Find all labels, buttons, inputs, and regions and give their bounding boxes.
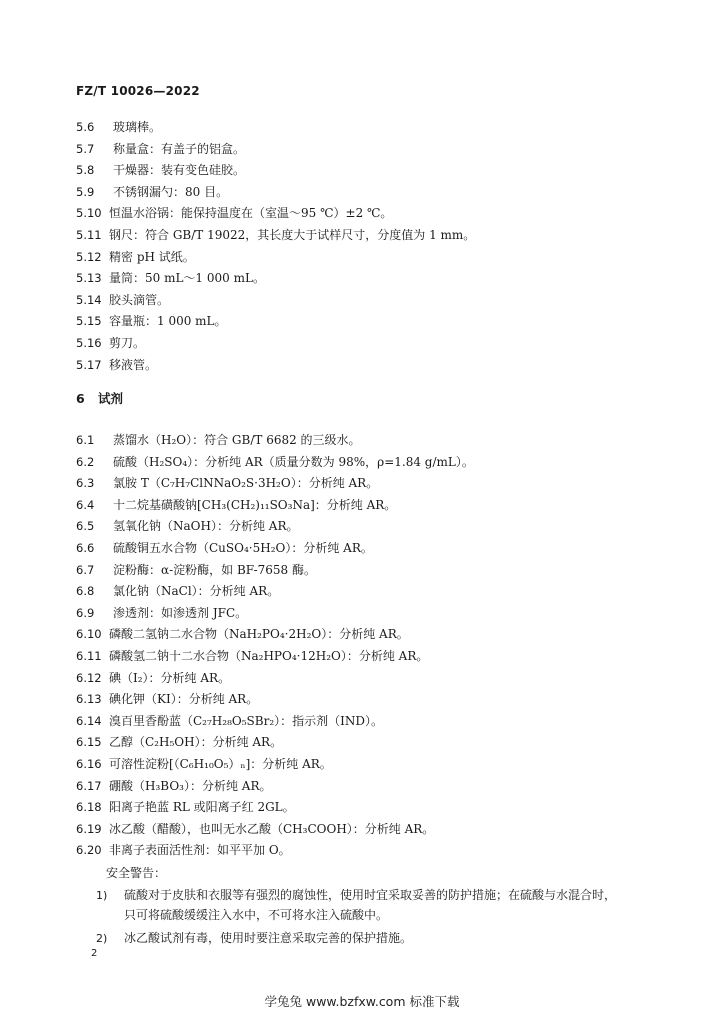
item-number: 5.12: [76, 249, 102, 264]
list-item: [76, 161, 245, 178]
item-text: 硫酸（H₂SO₄）：分析纯 AR（质量分数为 98%，ρ=1.84 g/mL）。: [113, 454, 474, 469]
list-item: [76, 798, 295, 815]
item-number: 6.3: [76, 476, 95, 491]
item-text: 渗透剂：如渗透剂 JFC。: [113, 605, 248, 620]
item-text: 干燥器：装有变色硅胶。: [113, 163, 246, 178]
item-text: 淀粉酶：α-淀粉酶，如 BF-7658 酶。: [113, 562, 316, 577]
item-number: 6.18: [76, 800, 102, 815]
list-item: [76, 496, 396, 513]
safety-warning-title: 安全警告：: [106, 866, 167, 880]
item-text: 量筒：50 mL～1 000 mL。: [109, 271, 265, 286]
item-number: 5.6: [76, 120, 95, 134]
list-item: [76, 820, 434, 837]
list-item: [76, 647, 428, 664]
item-number: 6.11: [76, 649, 102, 663]
list-item: [76, 604, 247, 621]
item-text: 可溶性淀粉[（C₆H₁₀O₅）ₙ]：分析纯 AR。: [109, 757, 332, 771]
section-heading-reagents: [76, 389, 123, 407]
item-number: 6.19: [76, 821, 102, 836]
warning-number: 2): [96, 932, 108, 945]
list-item: [76, 625, 409, 642]
item-number: 6.6: [76, 541, 95, 555]
item-text: 移液管。: [109, 357, 158, 372]
warning-number: 1): [96, 889, 108, 902]
item-text: 称量盒：有盖子的铝盒。: [113, 141, 246, 156]
item-number: 5.8: [76, 163, 95, 178]
item-number: 6.8: [76, 584, 95, 599]
list-item: [76, 474, 378, 491]
list-item: [76, 582, 279, 599]
item-text: 碘（I₂）：分析纯 AR。: [109, 670, 231, 685]
page-number: 2: [91, 948, 98, 959]
list-item: [76, 334, 145, 351]
list-item: [76, 777, 271, 794]
item-text: 阳离子艳蓝 RL 或阳离子红 2GL。: [109, 800, 295, 815]
item-text: 溴百里香酚蓝（C₂₇H₂₈O₅SBr₂）：指示剂（IND）。: [109, 713, 383, 728]
item-text: 胶头滴管。: [109, 292, 170, 307]
item-text: 非离子表面活性剂：如平平加 O。: [109, 843, 291, 858]
item-text: 精密 pH 试纸。: [109, 249, 195, 264]
item-number: 5.10: [76, 206, 102, 221]
list-item: [76, 204, 392, 221]
list-item: [76, 539, 373, 556]
item-number: 6.16: [76, 757, 102, 771]
item-text: 碘化钾（KI）：分析纯 AR。: [109, 692, 259, 707]
item-number: 6.15: [76, 735, 102, 750]
item-number: 5.13: [76, 271, 102, 286]
item-text: 蒸馏水（H₂O）：符合 GB/T 6682 的三级水。: [113, 433, 361, 447]
section-number: 6: [76, 391, 85, 406]
section-title: 试剂: [98, 391, 124, 406]
item-number: 5.9: [76, 184, 95, 199]
item-text: 十二烷基磺酸钠[CH₃(CH₂)₁₁SO₃Na]：分析纯 AR。: [113, 497, 397, 512]
item-number: 6.1: [76, 433, 95, 447]
list-item: [76, 517, 298, 534]
list-item: [76, 226, 475, 243]
list-item: [76, 140, 245, 157]
item-text: 玻璃棒。: [113, 120, 162, 134]
item-number: 6.5: [76, 519, 95, 534]
item-text: 硼酸（H₃BO₃）：分析纯 AR。: [109, 778, 272, 793]
list-item: [76, 356, 157, 373]
warning-text-continued: 只可将硫酸缓缓注入水中，不可将水注入硫酸中。: [124, 908, 389, 922]
warning-text: 硫酸对于皮肤和衣服等有强烈的腐蚀性，使用时宜采取妥善的防护措施；在硫酸与水混合时，: [124, 888, 617, 902]
list-item: [76, 561, 316, 578]
list-item: [76, 841, 291, 858]
item-text: 氯胺 T（C₇H₇ClNNaO₂S·3H₂O）：分析纯 AR。: [113, 476, 379, 491]
item-text: 恒温水浴锅：能保持温度在（室温～95 ℃）±2 ℃。: [109, 206, 393, 221]
item-number: 6.13: [76, 692, 102, 707]
footer-watermark: 学兔兔 www.bzfxw.com 标准下载: [264, 994, 460, 1009]
item-text: 容量瓶：1 000 mL。: [109, 314, 227, 329]
item-text: 乙醇（C₂H₅OH）：分析纯 AR。: [109, 735, 283, 750]
item-text: 磷酸二氢钠二水合物（NaH₂PO₄·2H₂O）：分析纯 AR。: [109, 627, 409, 642]
item-text: 磷酸氢二钠十二水合物（Na₂HPO₄·12H₂O）：分析纯 AR。: [109, 649, 429, 663]
item-number: 5.15: [76, 314, 102, 329]
item-number: 5.17: [76, 357, 102, 372]
item-text: 不锈钢漏勺：80 目。: [113, 184, 229, 199]
list-item: [76, 291, 169, 308]
list-item: [76, 453, 474, 470]
item-number: 5.14: [76, 292, 102, 307]
item-text: 氯化钠（NaCl）：分析纯 AR。: [113, 584, 280, 599]
item-number: 6.10: [76, 627, 102, 642]
item-number: 6.20: [76, 843, 102, 858]
list-item: [76, 755, 332, 772]
list-item: [76, 118, 161, 135]
list-item: [76, 312, 227, 329]
list-item: [76, 248, 195, 265]
item-number: 6.7: [76, 562, 95, 577]
list-item: [76, 269, 265, 286]
standard-code-header: FZ/T 10026—2022: [76, 84, 200, 98]
item-number: 5.11: [76, 228, 102, 242]
item-text: 冰乙酸（醋酸），也叫无水乙酸（CH₃COOH）：分析纯 AR。: [109, 821, 435, 836]
item-text: 氢氧化钠（NaOH）：分析纯 AR。: [113, 519, 299, 534]
list-item: [76, 431, 361, 448]
list-item: [76, 733, 282, 750]
item-number: 6.14: [76, 713, 102, 728]
item-text: 钢尺：符合 GB/T 19022，其长度大于试样尺寸，分度值为 1 mm。: [109, 228, 476, 242]
item-number: 6.17: [76, 778, 102, 793]
item-number: 6.12: [76, 670, 102, 685]
item-number: 5.16: [76, 336, 102, 350]
list-item: [76, 712, 383, 729]
item-text: 硫酸铜五水合物（CuSO₄·5H₂O）：分析纯 AR。: [113, 541, 373, 555]
warning-text: 冰乙酸试剂有毒，使用时要注意采取完善的保护措施。: [124, 931, 413, 945]
warning-item: [96, 886, 616, 903]
item-number: 6.9: [76, 605, 95, 620]
list-item: [76, 183, 228, 200]
item-number: 5.7: [76, 141, 95, 156]
list-item: [76, 690, 258, 707]
item-number: 6.4: [76, 497, 95, 512]
warning-item: [96, 929, 412, 946]
item-number: 6.2: [76, 454, 95, 469]
list-item: [76, 669, 230, 686]
item-text: 剪刀。: [109, 336, 146, 350]
